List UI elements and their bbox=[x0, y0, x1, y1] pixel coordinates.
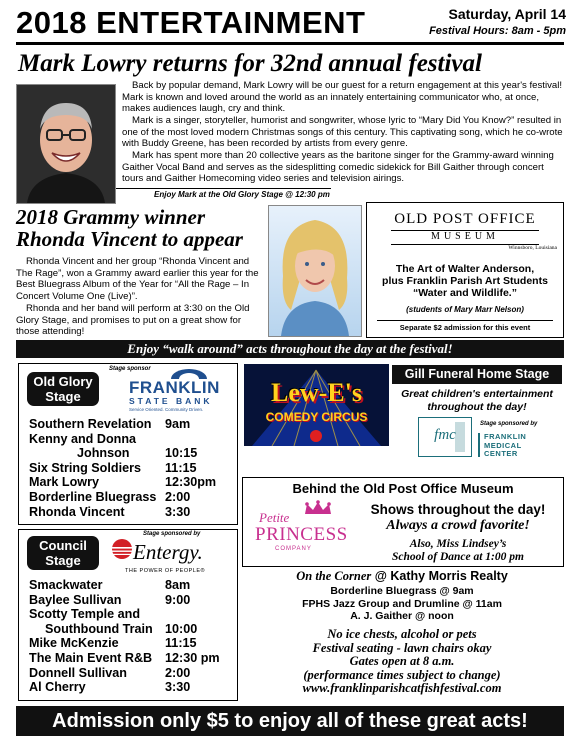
museum-shows: Shows throughout the day! bbox=[370, 502, 546, 517]
entergy-logo-name: Entergy. bbox=[133, 540, 203, 564]
lowry-caption: Enjoy Mark at the Old Glory Stage @ 12:30 pm bbox=[154, 190, 330, 199]
lineup-time: 12:30 pm bbox=[165, 650, 220, 665]
lineup-act: Baylee Sullivan bbox=[29, 592, 122, 607]
mark-lowry-portrait-icon bbox=[17, 85, 115, 203]
lineup-time: 10:00 bbox=[165, 621, 198, 636]
corner-item: A. J. Gaither @ noon bbox=[350, 610, 454, 622]
fmc-logo bbox=[418, 417, 472, 457]
lineup-time: 11:15 bbox=[165, 636, 197, 651]
gill-stage-banner: Gill Funeral Home Stage bbox=[392, 365, 562, 384]
council-stage-label bbox=[27, 536, 99, 570]
rhonda-vincent-portrait-icon bbox=[269, 206, 361, 336]
lineup-act: Smackwater bbox=[29, 578, 103, 592]
lineup-act: The Main Event R&B bbox=[29, 650, 153, 665]
lineup-row bbox=[29, 578, 235, 593]
lineup-time: 2:00 bbox=[165, 665, 191, 680]
header-rule bbox=[16, 42, 564, 45]
post-office-students: (students of Mary Marr Nelson) bbox=[406, 305, 524, 314]
lowry-paragraph-2: Mark is a singer, storyteller, humorist and songwriter, whose lyric to “Mary Did You Know?” resulted in one of the most loved modern Christmas songs of this century. This captivating song, which he co-wrote with Buddy Greene, has been recorded by artists from every genre. bbox=[122, 115, 563, 150]
old-glory-name-line1: Old Glory bbox=[33, 374, 93, 389]
lineup-row bbox=[29, 593, 235, 608]
council-name-line1: Council bbox=[39, 538, 87, 553]
gill-sponsor-label: Stage sponsored by bbox=[480, 421, 538, 427]
lineup-time: 3:30 bbox=[165, 680, 191, 695]
museum-also-line1: Also, Miss Lindsey’s bbox=[409, 538, 507, 550]
corner-title bbox=[242, 569, 562, 584]
lineup-time: 10:15 bbox=[165, 446, 198, 461]
page-title: 2018 ENTERTAINMENT bbox=[16, 5, 366, 40]
festival-hours: Festival Hours: 8am - 5pm bbox=[429, 25, 566, 37]
corner-title-italic: On the Corner bbox=[296, 569, 372, 583]
fmc-logo-text: fmc bbox=[434, 427, 456, 443]
lineup-row bbox=[29, 651, 235, 666]
corner-title-rest: @ Kathy Morris Realty bbox=[371, 569, 508, 583]
museum-favorite: Always a crowd favorite! bbox=[386, 518, 530, 533]
lineup-row bbox=[29, 461, 235, 476]
old-glory-lineup bbox=[29, 417, 235, 519]
lineup-row bbox=[29, 680, 235, 695]
circus-logo-line1: Lew-E's bbox=[271, 378, 362, 407]
vincent-paragraph-1: Rhonda Vincent and her group “Rhonda Vincent and The Rage”, won a Grammy award earlier this year for the Best Bluegrass Album of the Year for “All the Rage – In Concert Volume One (Live)”. bbox=[16, 256, 259, 302]
mark-lowry-photo bbox=[16, 84, 116, 204]
franklin-medical-logo bbox=[484, 433, 526, 459]
lineup-act: Six String Soldiers bbox=[29, 460, 141, 475]
gill-desc-line1: Great children's entertainment bbox=[401, 388, 553, 400]
old-glory-stage-label bbox=[27, 372, 99, 406]
post-office-ad-text bbox=[367, 263, 563, 299]
franklin-medical-rule bbox=[478, 433, 480, 457]
post-office-ad bbox=[366, 202, 564, 338]
lineup-act: Borderline Bluegrass bbox=[29, 489, 157, 504]
event-date bbox=[429, 6, 566, 40]
lineup-row bbox=[29, 607, 235, 622]
vincent-paragraph-2: Rhonda and her band will perform at 3:30 on the Old Glory Stage, and promises to put on a great show for those attending! bbox=[16, 303, 250, 338]
caption-rule bbox=[116, 188, 331, 189]
lineup-row bbox=[29, 446, 235, 461]
lineup-time: 11:15 bbox=[165, 460, 197, 475]
lineup-act: Mark Lowry bbox=[29, 475, 99, 490]
post-office-logo-line1: OLD POST OFFICE bbox=[394, 211, 536, 227]
petite-princess-logo bbox=[255, 500, 347, 560]
lineup-act: Johnson bbox=[77, 446, 130, 461]
franklin-logo-tagline: Service Oriented. Community Driven. bbox=[129, 407, 204, 412]
lineup-act: Al Cherry bbox=[29, 680, 86, 695]
council-lineup bbox=[29, 578, 235, 695]
walk-around-banner: Enjoy “walk around” acts throughout the day at the festival! bbox=[16, 340, 564, 358]
lineup-act: Scotty Temple and bbox=[29, 607, 141, 622]
lineup-act: Southern Revelation bbox=[29, 417, 152, 431]
lowry-paragraph-3: Mark has spent more than 20 collective years as the baritone singer for the Grammy-award winning Gaither Vocal Band and serves as the sidesplitting comedic sidekick for Bill Gaither through concert tours and Gaither Homecoming video series and television airings. bbox=[122, 150, 554, 185]
lineup-act: Kenny and Donna bbox=[29, 431, 137, 446]
vincent-headline-line1: 2018 Grammy winner bbox=[16, 205, 206, 229]
lineup-act: Mike McKenzie bbox=[29, 636, 119, 651]
fmc-logo-bar bbox=[455, 422, 465, 452]
corner-item: Borderline Bluegrass @ 9am bbox=[330, 585, 474, 597]
old-glory-name-line2: Stage bbox=[45, 389, 81, 404]
note-line: Gates open at 8 a.m. bbox=[349, 654, 455, 669]
lineup-time: 9am bbox=[165, 417, 191, 431]
note-line: No ice chests, alcohol or pets bbox=[327, 627, 477, 641]
lineup-time: 12:30pm bbox=[165, 475, 217, 490]
old-glory-stage-box bbox=[18, 363, 238, 525]
franklin-medical-line3: CENTER bbox=[484, 449, 518, 458]
vincent-headline bbox=[16, 206, 276, 250]
franklin-medical-line2: MEDICAL bbox=[484, 440, 522, 450]
admission-banner: Admission only $5 to enjoy all of these great acts! bbox=[16, 706, 564, 736]
old-glory-sponsor-label: Stage sponsor bbox=[109, 366, 151, 372]
lineup-row bbox=[29, 636, 235, 651]
lineup-row bbox=[29, 622, 235, 637]
franklin-medical-line1: FRANKLIN bbox=[484, 432, 527, 441]
museum-title: Behind the Old Post Office Museum bbox=[292, 481, 514, 496]
lineup-row bbox=[29, 666, 235, 681]
crown-icon bbox=[303, 500, 333, 516]
gill-desc-line2: throughout the day! bbox=[427, 400, 527, 413]
council-sponsor-label: Stage sponsored by bbox=[143, 531, 201, 537]
festival-website-link[interactable]: www.franklinparishcatfishfestival.com bbox=[302, 681, 502, 696]
post-office-rule bbox=[377, 320, 553, 321]
post-office-text-line1: The Art of Walter Anderson, bbox=[395, 263, 535, 275]
lowry-paragraph-1: Back by popular demand, Mark Lowry will be our guest for a return engagement at this year's festival! Mark is known and loved around the world as an innately entertaining communicator who, at once, makes audiences laugh, cry and think. bbox=[122, 80, 563, 115]
rhonda-vincent-photo bbox=[268, 205, 362, 337]
lineup-time: 8am bbox=[165, 578, 191, 592]
post-office-logo-line3: Winnsboro, Louisiana bbox=[508, 245, 557, 251]
princess-logo-line1: Petite bbox=[259, 510, 290, 525]
museum-also bbox=[355, 538, 561, 563]
note-line: Festival seating - lawn chairs okay bbox=[312, 640, 492, 655]
lineup-row bbox=[29, 505, 235, 520]
lineup-act: Donnell Sullivan bbox=[29, 665, 127, 680]
post-office-text-line2: plus Franklin Parish Art Students bbox=[382, 275, 548, 287]
princess-logo-line2: PRINCESS bbox=[255, 524, 348, 545]
princess-logo-line3: COMPANY bbox=[275, 546, 312, 552]
circus-logo-line2: COMEDY CIRCUS bbox=[265, 410, 368, 424]
lineup-row bbox=[29, 490, 235, 505]
post-office-logo-line2: MUSEUM bbox=[431, 231, 499, 242]
corner-list bbox=[242, 585, 562, 623]
lineup-time: 3:30 bbox=[165, 504, 191, 519]
lineup-row bbox=[29, 475, 235, 490]
note-line: (performance times subject to change) bbox=[303, 667, 501, 682]
franklin-logo-name: FRANKLIN bbox=[129, 378, 220, 397]
lineup-time: 9:00 bbox=[165, 592, 191, 607]
lineup-act: Rhonda Vincent bbox=[29, 504, 125, 519]
lineup-act: Southbound Train bbox=[45, 621, 153, 636]
corner-item: FPHS Jazz Group and Drumline @ 11am bbox=[302, 597, 502, 610]
museum-also-line2: School of Dance at 1:00 pm bbox=[392, 550, 524, 563]
lineup-row bbox=[29, 432, 235, 447]
date-text: Saturday, April 14 bbox=[448, 6, 566, 22]
museum-stage-box bbox=[242, 477, 564, 567]
franklin-logo-sub: STATE BANK bbox=[129, 396, 213, 406]
entergy-logo-icon bbox=[111, 538, 133, 560]
gill-description bbox=[392, 388, 562, 413]
vincent-headline-line2: Rhonda Vincent to appear bbox=[16, 227, 243, 251]
lineup-time: 2:00 bbox=[165, 489, 191, 504]
entergy-logo-tagline: THE POWER OF PEOPLE® bbox=[125, 568, 206, 574]
lineup-row bbox=[29, 417, 235, 432]
post-office-admission: Separate $2 admission for this event bbox=[399, 323, 531, 332]
council-name-line2: Stage bbox=[45, 553, 81, 568]
comedy-circus-logo bbox=[244, 364, 389, 446]
festival-notes bbox=[242, 628, 562, 696]
post-office-text-line3: “Water and Wildlife.” bbox=[413, 287, 517, 299]
council-stage-box bbox=[18, 529, 238, 701]
lowry-headline: Mark Lowry returns for 32nd annual festival bbox=[18, 50, 482, 77]
